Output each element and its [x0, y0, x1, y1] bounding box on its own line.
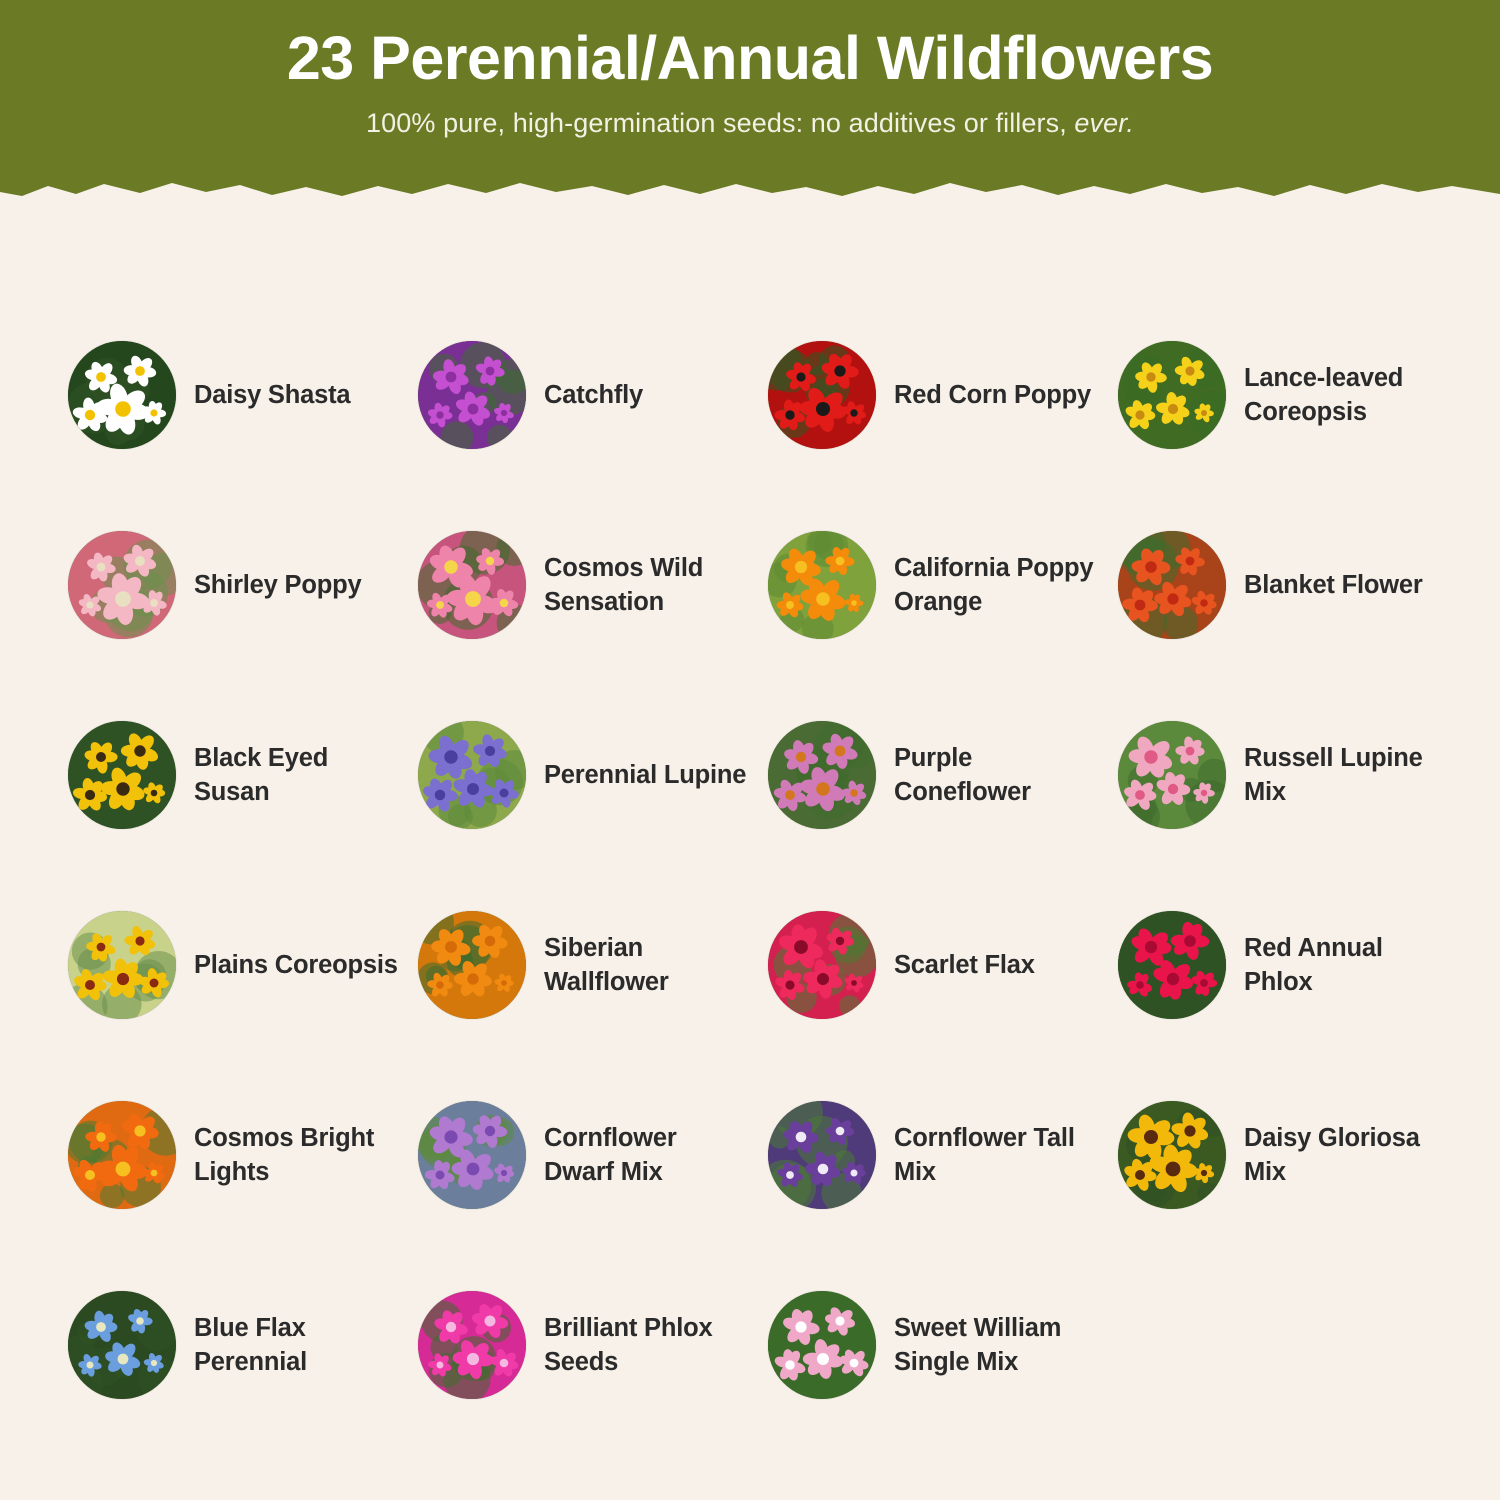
flower-name-label: Plains Coreopsis	[194, 950, 398, 979]
flower-item[interactable]	[1118, 300, 1468, 490]
header-inner	[0, 0, 1500, 139]
flower-item[interactable]	[768, 300, 1118, 490]
flower-item[interactable]	[68, 870, 418, 1060]
flower-item[interactable]	[768, 490, 1118, 680]
flower-item[interactable]	[768, 1060, 1118, 1250]
flower-item[interactable]	[418, 1250, 768, 1440]
flower-thumbnail-icon	[1118, 721, 1226, 829]
flower-name-label: Siberian Wallflower	[544, 933, 669, 996]
flower-item[interactable]	[1118, 490, 1468, 680]
subtitle-main-text: 100% pure, high-germination seeds: no additives or fillers,	[366, 107, 1075, 138]
flower-thumbnail-icon	[68, 341, 176, 449]
flower-thumbnail-icon	[768, 1101, 876, 1209]
flower-name-label: Red Corn Poppy	[894, 380, 1091, 409]
flower-thumbnail-icon	[1118, 911, 1226, 1019]
flower-thumbnail-icon	[1118, 531, 1226, 639]
flower-thumbnail-icon	[768, 1291, 876, 1399]
flower-name-label: Cornflower Dwarf Mix	[544, 1123, 677, 1186]
flower-name-label: Red Annual Phlox	[1244, 933, 1383, 996]
flower-thumbnail-icon	[768, 341, 876, 449]
flower-item[interactable]	[418, 490, 768, 680]
flower-item[interactable]	[1118, 1060, 1468, 1250]
flower-name-label: Lance-leaved Coreopsis	[1244, 363, 1404, 426]
flower-grid	[0, 300, 1500, 1440]
flower-thumbnail-icon	[68, 721, 176, 829]
flower-thumbnail-icon	[1118, 1101, 1226, 1209]
flower-item[interactable]	[418, 680, 768, 870]
flower-item[interactable]	[68, 300, 418, 490]
flower-thumbnail-icon	[768, 531, 876, 639]
page-title: 23 Perennial/Annual Wildflowers	[286, 24, 1214, 92]
flower-name-label: Cosmos Wild Sensation	[544, 553, 704, 616]
flower-thumbnail-icon	[418, 531, 526, 639]
flower-thumbnail-icon	[418, 911, 526, 1019]
flower-thumbnail-icon	[68, 531, 176, 639]
flower-name-label: Catchfly	[544, 380, 644, 409]
flower-name-label: Daisy Shasta	[194, 380, 351, 409]
flower-item[interactable]	[68, 680, 418, 870]
flower-item[interactable]	[768, 870, 1118, 1060]
flower-name-label: Cosmos Bright Lights	[194, 1123, 375, 1186]
flower-name-label: Daisy Gloriosa Mix	[1244, 1123, 1420, 1186]
flower-thumbnail-icon	[1118, 341, 1226, 449]
flower-thumbnail-icon	[418, 1101, 526, 1209]
flower-name-label: Russell Lupine Mix	[1244, 743, 1423, 806]
poster-header	[0, 0, 1500, 212]
flower-thumbnail-icon	[768, 911, 876, 1019]
flower-item[interactable]	[1118, 680, 1468, 870]
flower-item[interactable]	[418, 1060, 768, 1250]
flower-name-label: Shirley Poppy	[194, 570, 362, 599]
flower-item[interactable]	[418, 300, 768, 490]
flower-item[interactable]	[768, 1250, 1118, 1440]
torn-paper-divider	[0, 174, 1500, 212]
flower-item[interactable]	[1118, 870, 1468, 1060]
flower-thumbnail-icon	[418, 341, 526, 449]
flower-item[interactable]	[768, 680, 1118, 870]
flower-name-label: California Poppy Orange	[894, 553, 1094, 616]
flower-name-label: Brilliant Phlox Seeds	[544, 1313, 713, 1376]
flower-item[interactable]	[68, 490, 418, 680]
flower-thumbnail-icon	[68, 911, 176, 1019]
flower-thumbnail-icon	[68, 1101, 176, 1209]
flower-thumbnail-icon	[68, 1291, 176, 1399]
flower-name-label: Scarlet Flax	[894, 950, 1035, 979]
flower-name-label: Black Eyed Susan	[194, 743, 329, 806]
flower-thumbnail-icon	[418, 1291, 526, 1399]
flower-name-label: Blue Flax Perennial	[194, 1313, 307, 1376]
flower-item[interactable]	[68, 1250, 418, 1440]
flower-thumbnail-icon	[418, 721, 526, 829]
page-subtitle	[0, 108, 1500, 139]
flower-name-label: Sweet William Single Mix	[894, 1313, 1062, 1376]
flower-name-label: Cornflower Tall Mix	[894, 1123, 1075, 1186]
flower-thumbnail-icon	[768, 721, 876, 829]
flower-name-label: Blanket Flower	[1244, 570, 1423, 599]
flower-item[interactable]	[418, 870, 768, 1060]
flower-name-label: Purple Coneflower	[894, 743, 1031, 806]
flower-name-label: Perennial Lupine	[544, 760, 747, 789]
subtitle-emphasis-text: ever.	[1074, 107, 1134, 138]
flower-item[interactable]	[68, 1060, 418, 1250]
